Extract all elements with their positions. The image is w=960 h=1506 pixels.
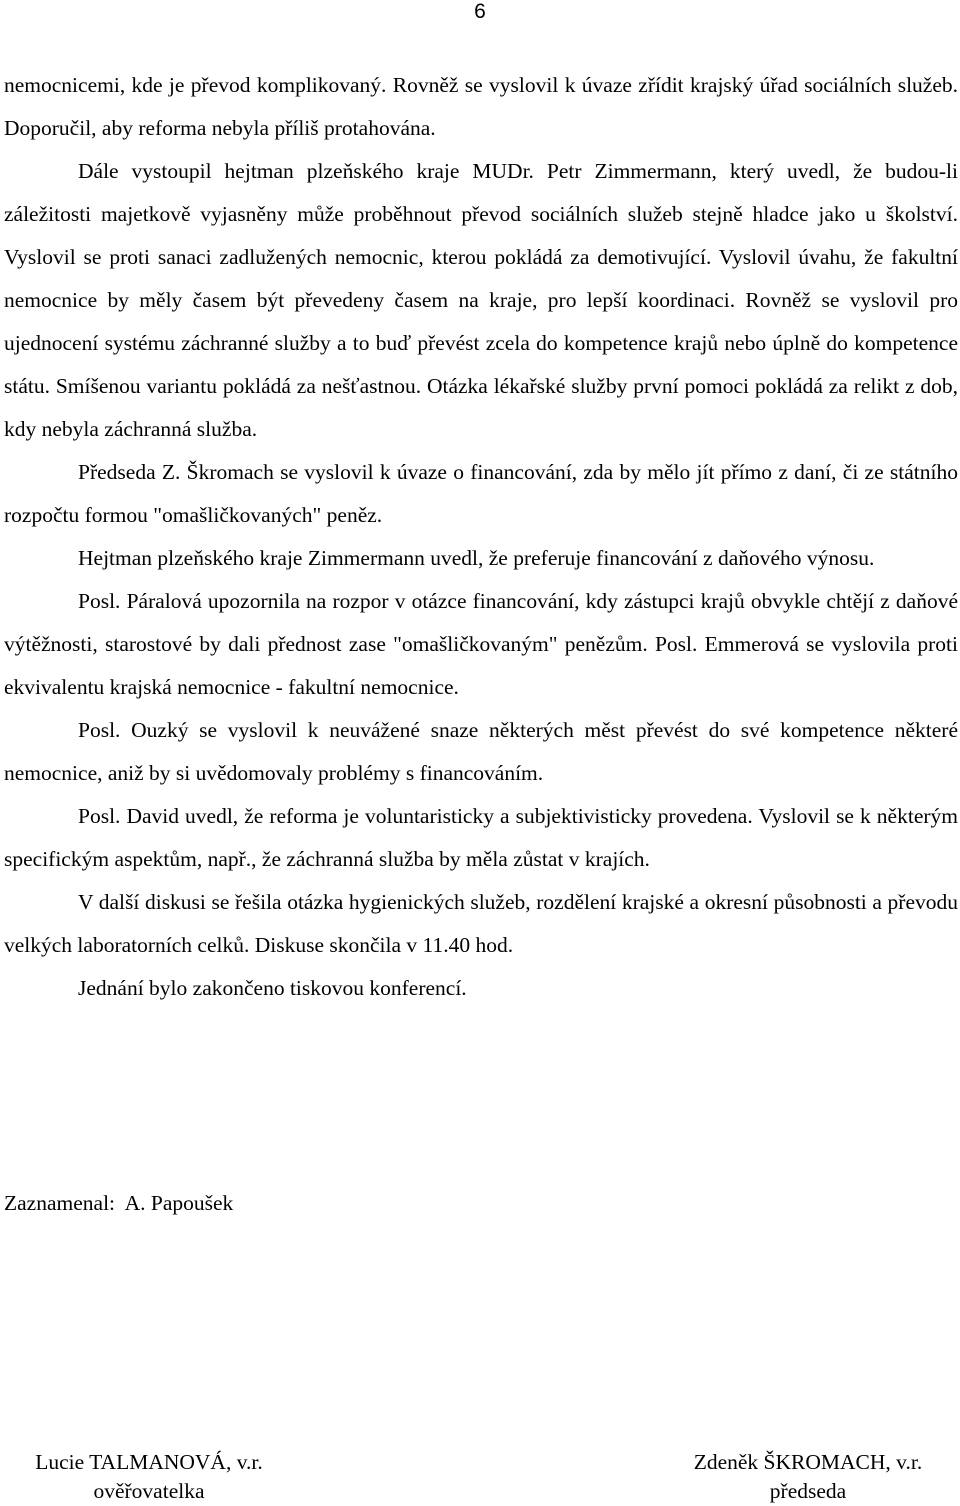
paragraph: nemocnicemi, kde je převod komplikovaný. Rovněž se vyslovil k úvaze zřídit krajský úřad sociálních služeb. Doporučil, aby reforma nebyla příliš protahována.	[4, 73, 958, 140]
signature-verifier	[4, 1448, 294, 1506]
paragraph: Jednání bylo zakončeno tiskovou konferencí.	[78, 976, 467, 1000]
paragraph: Dále vystoupil hejtman plzeňského kraje MUDr. Petr Zimmermann, který uvedl, že budou-li záležitosti majetkově vyjasněny může proběhnout převod sociálních služeb stejně hladce jako u školství. Vyslovil se proti sanaci zadlužených nemocnic, kterou pokládá za demotivující. Vyslovil úvahu, že fakultní nemocnice by měly časem být převedeny časem na kraje, pro lepší koordinaci. Rovněž se vyslovil pro ujednocení systému záchranné služby a to buď převést zcela do kompetence krajů nebo úplně do kompetence státu. Smíšenou variantu pokládá za nešťastnou. Otázka lékařské služby první pomoci pokládá za relikt z dob, kdy nebyla záchranná služba.	[4, 159, 958, 441]
paragraph: Posl. Páralová upozornila na rozpor v otázce financování, kdy zástupci krajů obvykle chtějí z daňové výtěžnosti, starostové by dali přednost zase "omašličkovaným" penězům. Posl. Emmerová se vyslovila proti ekvivalentu krajská nemocnice - fakultní nemocnice.	[4, 589, 958, 699]
signature-name: Zdeněk ŠKROMACH, v.r.	[693, 1450, 923, 1474]
signature-chairman	[660, 1448, 956, 1506]
signature-role: předseda	[769, 1479, 847, 1503]
paragraph: Posl. Ouzký se vyslovil k neuvážené snaze některých měst převést do své kompetence některé nemocnice, aniž by si uvědomovaly problémy s financováním.	[4, 718, 958, 785]
paragraph: Hejtman plzeňského kraje Zimmermann uvedl, že preferuje financování z daňového výnosu.	[78, 546, 875, 570]
recorded-by: Zaznamenal: A. Papoušek	[4, 1191, 234, 1215]
page-number: 6	[474, 0, 486, 23]
paragraph: Posl. David uvedl, že reforma je voluntaristicky a subjektivisticky provedena. Vyslovil se k některým specifickým aspektům, např., že záchranná služba by měla zůstat v krajích.	[4, 804, 958, 871]
signature-name: Lucie TALMANOVÁ, v.r.	[35, 1450, 263, 1474]
paragraph: Předseda Z. Škromach se vyslovil k úvaze o financování, zda by mělo jít přímo z daní, či ze státního rozpočtu formou "omašličkovaných" peněz.	[4, 460, 958, 527]
minutes-body	[4, 64, 958, 1010]
signature-role: ověřovatelka	[93, 1479, 205, 1503]
paragraph: V další diskusi se řešila otázka hygienických služeb, rozdělení krajské a okresní působnosti a převodu velkých laboratorních celků. Diskuse skončila v 11.40 hod.	[4, 890, 958, 957]
